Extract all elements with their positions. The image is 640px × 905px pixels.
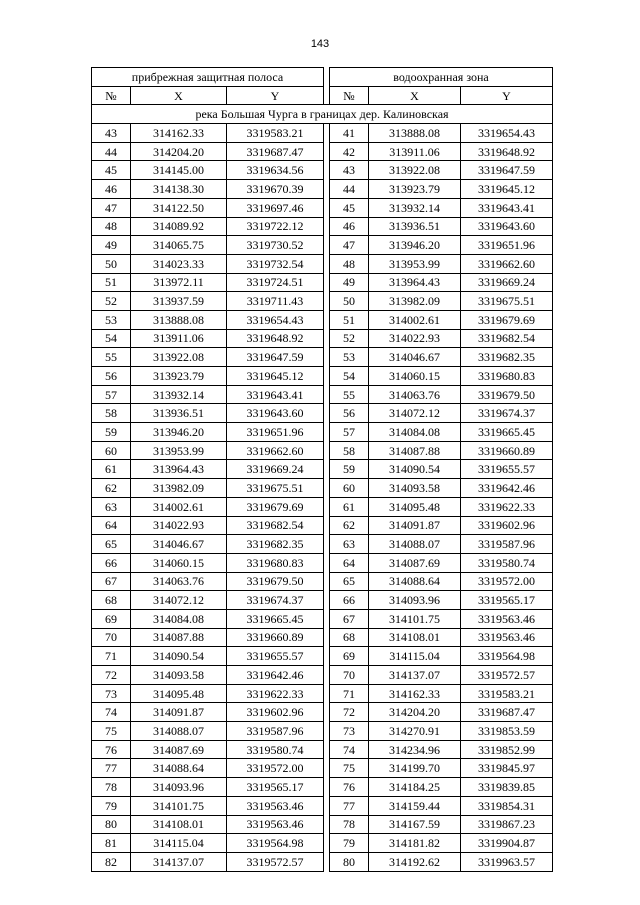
coastal-strip-num-cell: 77 <box>92 759 131 778</box>
water-zone-x-cell: 314184.25 <box>369 778 461 797</box>
water-protection-zone-header: водоохранная зона <box>330 68 553 87</box>
coastal-strip-x-cell: 314063.76 <box>131 572 227 591</box>
water-zone-x-cell: 314022.93 <box>369 329 461 348</box>
water-zone-y-cell: 3319622.33 <box>461 497 553 516</box>
table-row <box>92 516 553 535</box>
coastal-strip-x-cell: 314060.15 <box>131 553 227 572</box>
coastal-strip-num-cell: 44 <box>92 142 131 161</box>
coastal-strip-y-cell: 3319687.47 <box>227 142 324 161</box>
water-zone-y-cell: 3319587.96 <box>461 535 553 554</box>
water-zone-y-cell: 3319655.57 <box>461 460 553 479</box>
coastal-strip-y-cell: 3319711.43 <box>227 292 324 311</box>
table-row <box>92 385 553 404</box>
coastal-strip-y-cell: 3319572.57 <box>227 852 324 871</box>
coastal-strip-num-cell: 63 <box>92 497 131 516</box>
coastal-strip-y-cell: 3319697.46 <box>227 198 324 217</box>
water-zone-x-cell: 314093.96 <box>369 591 461 610</box>
water-zone-num-cell: 48 <box>330 254 369 273</box>
water-zone-y-cell: 3319854.31 <box>461 796 553 815</box>
coastal-strip-y-cell: 3319580.74 <box>227 740 324 759</box>
water-zone-x-cell: 313888.08 <box>369 124 461 143</box>
water-zone-y-cell: 3319687.47 <box>461 703 553 722</box>
water-zone-num-cell: 42 <box>330 142 369 161</box>
water-zone-y-cell: 3319583.21 <box>461 684 553 703</box>
coastal-strip-y-cell: 3319643.60 <box>227 404 324 423</box>
water-zone-x-cell: 314084.08 <box>369 423 461 442</box>
water-zone-num-cell: 79 <box>330 834 369 853</box>
coastal-strip-num-cell: 82 <box>92 852 131 871</box>
page-number: 143 <box>310 38 330 50</box>
water-zone-num-cell: 52 <box>330 329 369 348</box>
water-zone-x-cell: 313946.20 <box>369 236 461 255</box>
coastal-strip-x-cell: 314162.33 <box>131 124 227 143</box>
water-zone-x-cell: 314060.15 <box>369 367 461 386</box>
coastal-strip-num-cell: 74 <box>92 703 131 722</box>
water-zone-x-cell: 314087.69 <box>369 553 461 572</box>
coastal-strip-y-cell: 3319645.12 <box>227 367 324 386</box>
table-row <box>92 834 553 853</box>
table-row <box>92 666 553 685</box>
water-zone-y-cell: 3319572.57 <box>461 666 553 685</box>
water-zone-y-cell: 3319682.35 <box>461 348 553 367</box>
table-row <box>92 329 553 348</box>
water-zone-y-cell: 3319563.46 <box>461 609 553 628</box>
coastal-strip-num-cell: 75 <box>92 722 131 741</box>
table-row <box>92 759 553 778</box>
coastal-strip-num-cell: 62 <box>92 479 131 498</box>
water-zone-y-cell: 3319648.92 <box>461 142 553 161</box>
table-row <box>92 684 553 703</box>
left-num-header: № <box>92 86 131 105</box>
coastal-strip-num-cell: 58 <box>92 404 131 423</box>
water-zone-x-cell: 313982.09 <box>369 292 461 311</box>
coastal-strip-y-cell: 3319651.96 <box>227 423 324 442</box>
water-zone-y-cell: 3319665.45 <box>461 423 553 442</box>
coastal-strip-y-cell: 3319642.46 <box>227 666 324 685</box>
table-row <box>92 553 553 572</box>
coastal-strip-y-cell: 3319583.21 <box>227 124 324 143</box>
water-zone-x-cell: 314234.96 <box>369 740 461 759</box>
coastal-strip-num-cell: 66 <box>92 553 131 572</box>
water-zone-x-cell: 313922.08 <box>369 161 461 180</box>
table-row <box>92 647 553 666</box>
water-zone-x-cell: 313923.79 <box>369 180 461 199</box>
coastal-strip-y-cell: 3319655.57 <box>227 647 324 666</box>
water-zone-num-cell: 75 <box>330 759 369 778</box>
coastal-strip-x-cell: 314122.50 <box>131 198 227 217</box>
coastal-strip-num-cell: 78 <box>92 778 131 797</box>
coastal-strip-num-cell: 72 <box>92 666 131 685</box>
table-row <box>92 572 553 591</box>
coastal-strip-x-cell: 313953.99 <box>131 441 227 460</box>
column-header-row <box>92 86 553 105</box>
river-name: река Большая Чурга в границах дер. Калиновская <box>92 105 553 124</box>
water-zone-num-cell: 64 <box>330 553 369 572</box>
water-zone-x-cell: 313936.51 <box>369 217 461 236</box>
coastal-strip-num-cell: 67 <box>92 572 131 591</box>
water-zone-y-cell: 3319675.51 <box>461 292 553 311</box>
coastal-strip-y-cell: 3319679.50 <box>227 572 324 591</box>
coastal-strip-y-cell: 3319654.43 <box>227 310 324 329</box>
coastal-strip-num-cell: 71 <box>92 647 131 666</box>
coastal-strip-num-cell: 55 <box>92 348 131 367</box>
coastal-strip-x-cell: 314022.93 <box>131 516 227 535</box>
coastal-strip-y-cell: 3319680.83 <box>227 553 324 572</box>
water-zone-num-cell: 65 <box>330 572 369 591</box>
coastal-strip-x-cell: 314204.20 <box>131 142 227 161</box>
coastal-strip-y-cell: 3319682.35 <box>227 535 324 554</box>
coastal-strip-num-cell: 56 <box>92 367 131 386</box>
water-zone-x-cell: 314093.58 <box>369 479 461 498</box>
water-zone-x-cell: 314137.07 <box>369 666 461 685</box>
coastal-strip-y-cell: 3319565.17 <box>227 778 324 797</box>
coastal-strip-x-cell: 314137.07 <box>131 852 227 871</box>
right-x-header: X <box>369 86 461 105</box>
coastal-strip-x-cell: 313922.08 <box>131 348 227 367</box>
coastal-strip-x-cell: 314072.12 <box>131 591 227 610</box>
table-row <box>92 460 553 479</box>
water-zone-x-cell: 313911.06 <box>369 142 461 161</box>
water-zone-x-cell: 313953.99 <box>369 254 461 273</box>
coastal-strip-x-cell: 313911.06 <box>131 329 227 348</box>
table-row <box>92 273 553 292</box>
water-zone-x-cell: 314095.48 <box>369 497 461 516</box>
coastal-strip-x-cell: 314002.61 <box>131 497 227 516</box>
coastal-strip-header: прибрежная защитная полоса <box>92 68 324 87</box>
coastal-strip-num-cell: 50 <box>92 254 131 273</box>
coastal-strip-num-cell: 65 <box>92 535 131 554</box>
coastal-strip-x-cell: 314087.69 <box>131 740 227 759</box>
water-zone-y-cell: 3319572.00 <box>461 572 553 591</box>
water-zone-y-cell: 3319580.74 <box>461 553 553 572</box>
coastal-strip-y-cell: 3319564.98 <box>227 834 324 853</box>
coastal-strip-y-cell: 3319572.00 <box>227 759 324 778</box>
coastal-strip-x-cell: 314090.54 <box>131 647 227 666</box>
water-zone-x-cell: 314162.33 <box>369 684 461 703</box>
water-zone-x-cell: 313932.14 <box>369 198 461 217</box>
coastal-strip-x-cell: 314065.75 <box>131 236 227 255</box>
water-zone-num-cell: 49 <box>330 273 369 292</box>
coastal-strip-y-cell: 3319587.96 <box>227 722 324 741</box>
water-zone-x-cell: 314088.07 <box>369 535 461 554</box>
water-zone-num-cell: 74 <box>330 740 369 759</box>
coastal-strip-num-cell: 54 <box>92 329 131 348</box>
water-zone-y-cell: 3319674.37 <box>461 404 553 423</box>
water-zone-x-cell: 314088.64 <box>369 572 461 591</box>
water-zone-y-cell: 3319645.12 <box>461 180 553 199</box>
table-row <box>92 404 553 423</box>
water-zone-y-cell: 3319867.23 <box>461 815 553 834</box>
coastal-strip-y-cell: 3319669.24 <box>227 460 324 479</box>
water-zone-y-cell: 3319564.98 <box>461 647 553 666</box>
water-zone-x-cell: 314181.82 <box>369 834 461 853</box>
table-row <box>92 479 553 498</box>
water-zone-x-cell: 314115.04 <box>369 647 461 666</box>
coastal-strip-num-cell: 61 <box>92 460 131 479</box>
coastal-strip-x-cell: 313888.08 <box>131 310 227 329</box>
coastal-strip-num-cell: 64 <box>92 516 131 535</box>
water-zone-x-cell: 314101.75 <box>369 609 461 628</box>
table-row <box>92 535 553 554</box>
water-zone-num-cell: 72 <box>330 703 369 722</box>
coastal-strip-y-cell: 3319648.92 <box>227 329 324 348</box>
left-x-header: X <box>131 86 227 105</box>
right-y-header: Y <box>461 86 553 105</box>
water-zone-y-cell: 3319963.57 <box>461 852 553 871</box>
water-zone-y-cell: 3319647.59 <box>461 161 553 180</box>
coastal-strip-y-cell: 3319665.45 <box>227 609 324 628</box>
table-row <box>92 815 553 834</box>
water-zone-num-cell: 45 <box>330 198 369 217</box>
water-zone-num-cell: 71 <box>330 684 369 703</box>
table-row <box>92 310 553 329</box>
water-zone-y-cell: 3319642.46 <box>461 479 553 498</box>
water-zone-x-cell: 314270.91 <box>369 722 461 741</box>
coastal-strip-num-cell: 46 <box>92 180 131 199</box>
water-zone-y-cell: 3319682.54 <box>461 329 553 348</box>
water-zone-y-cell: 3319660.89 <box>461 441 553 460</box>
coordinates-table <box>91 67 553 872</box>
water-zone-y-cell: 3319662.60 <box>461 254 553 273</box>
water-zone-y-cell: 3319845.97 <box>461 759 553 778</box>
coastal-strip-num-cell: 52 <box>92 292 131 311</box>
water-zone-y-cell: 3319565.17 <box>461 591 553 610</box>
table-row <box>92 740 553 759</box>
water-zone-y-cell: 3319643.41 <box>461 198 553 217</box>
water-zone-x-cell: 314091.87 <box>369 516 461 535</box>
coastal-strip-num-cell: 45 <box>92 161 131 180</box>
water-zone-num-cell: 78 <box>330 815 369 834</box>
coastal-strip-x-cell: 313972.11 <box>131 273 227 292</box>
table-row <box>92 796 553 815</box>
coastal-strip-y-cell: 3319563.46 <box>227 796 324 815</box>
coastal-strip-num-cell: 43 <box>92 124 131 143</box>
water-zone-num-cell: 55 <box>330 385 369 404</box>
coastal-strip-x-cell: 314088.07 <box>131 722 227 741</box>
coastal-strip-y-cell: 3319622.33 <box>227 684 324 703</box>
water-zone-y-cell: 3319643.60 <box>461 217 553 236</box>
coastal-strip-x-cell: 314084.08 <box>131 609 227 628</box>
water-zone-num-cell: 80 <box>330 852 369 871</box>
water-zone-num-cell: 61 <box>330 497 369 516</box>
water-zone-y-cell: 3319563.46 <box>461 628 553 647</box>
coastal-strip-num-cell: 57 <box>92 385 131 404</box>
coastal-strip-x-cell: 314023.33 <box>131 254 227 273</box>
water-zone-num-cell: 43 <box>330 161 369 180</box>
water-zone-x-cell: 314167.59 <box>369 815 461 834</box>
water-zone-num-cell: 53 <box>330 348 369 367</box>
coastal-strip-x-cell: 314089.92 <box>131 217 227 236</box>
table-row <box>92 609 553 628</box>
coastal-strip-y-cell: 3319722.12 <box>227 217 324 236</box>
water-zone-x-cell: 314108.01 <box>369 628 461 647</box>
water-zone-num-cell: 67 <box>330 609 369 628</box>
coastal-strip-num-cell: 73 <box>92 684 131 703</box>
coastal-strip-num-cell: 81 <box>92 834 131 853</box>
water-zone-x-cell: 313964.43 <box>369 273 461 292</box>
water-zone-num-cell: 76 <box>330 778 369 797</box>
table-row <box>92 591 553 610</box>
table-row <box>92 367 553 386</box>
table-row <box>92 703 553 722</box>
coastal-strip-x-cell: 313946.20 <box>131 423 227 442</box>
coastal-strip-x-cell: 314046.67 <box>131 535 227 554</box>
water-zone-num-cell: 59 <box>330 460 369 479</box>
section-header-row <box>92 68 553 87</box>
table-row <box>92 778 553 797</box>
table-row <box>92 254 553 273</box>
water-zone-num-cell: 77 <box>330 796 369 815</box>
coastal-strip-x-cell: 314087.88 <box>131 628 227 647</box>
water-zone-y-cell: 3319679.50 <box>461 385 553 404</box>
table-row <box>92 423 553 442</box>
coastal-strip-num-cell: 47 <box>92 198 131 217</box>
water-zone-y-cell: 3319853.59 <box>461 722 553 741</box>
water-zone-num-cell: 73 <box>330 722 369 741</box>
coastal-strip-x-cell: 314093.58 <box>131 666 227 685</box>
coastal-strip-y-cell: 3319602.96 <box>227 703 324 722</box>
left-y-header: Y <box>227 86 324 105</box>
coastal-strip-y-cell: 3319660.89 <box>227 628 324 647</box>
water-zone-y-cell: 3319602.96 <box>461 516 553 535</box>
coastal-strip-num-cell: 48 <box>92 217 131 236</box>
coastal-strip-y-cell: 3319675.51 <box>227 479 324 498</box>
water-zone-num-cell: 56 <box>330 404 369 423</box>
water-zone-x-cell: 314204.20 <box>369 703 461 722</box>
table-row <box>92 180 553 199</box>
table-row <box>92 348 553 367</box>
water-zone-num-cell: 44 <box>330 180 369 199</box>
coastal-strip-num-cell: 79 <box>92 796 131 815</box>
water-zone-num-cell: 50 <box>330 292 369 311</box>
water-zone-num-cell: 46 <box>330 217 369 236</box>
coastal-strip-x-cell: 313982.09 <box>131 479 227 498</box>
coastal-strip-y-cell: 3319724.51 <box>227 273 324 292</box>
table-row <box>92 628 553 647</box>
table-row <box>92 852 553 871</box>
water-zone-num-cell: 68 <box>330 628 369 647</box>
water-zone-x-cell: 314046.67 <box>369 348 461 367</box>
table-row <box>92 142 553 161</box>
coastal-strip-x-cell: 314145.00 <box>131 161 227 180</box>
water-zone-x-cell: 314087.88 <box>369 441 461 460</box>
coordinates-table-body <box>92 68 553 872</box>
coastal-strip-num-cell: 53 <box>92 310 131 329</box>
table-row <box>92 198 553 217</box>
coastal-strip-x-cell: 313964.43 <box>131 460 227 479</box>
water-zone-y-cell: 3319904.87 <box>461 834 553 853</box>
table-row <box>92 441 553 460</box>
table-row <box>92 497 553 516</box>
coastal-strip-x-cell: 314101.75 <box>131 796 227 815</box>
coastal-strip-num-cell: 76 <box>92 740 131 759</box>
coastal-strip-y-cell: 3319634.56 <box>227 161 324 180</box>
coastal-strip-x-cell: 314095.48 <box>131 684 227 703</box>
water-zone-num-cell: 47 <box>330 236 369 255</box>
water-zone-x-cell: 314090.54 <box>369 460 461 479</box>
coastal-strip-x-cell: 314108.01 <box>131 815 227 834</box>
table-row <box>92 217 553 236</box>
coastal-strip-x-cell: 314115.04 <box>131 834 227 853</box>
coastal-strip-y-cell: 3319670.39 <box>227 180 324 199</box>
table-row <box>92 161 553 180</box>
water-zone-num-cell: 58 <box>330 441 369 460</box>
water-zone-y-cell: 3319651.96 <box>461 236 553 255</box>
coastal-strip-y-cell: 3319662.60 <box>227 441 324 460</box>
water-zone-x-cell: 314192.62 <box>369 852 461 871</box>
coastal-strip-num-cell: 68 <box>92 591 131 610</box>
water-zone-x-cell: 314199.70 <box>369 759 461 778</box>
water-zone-y-cell: 3319680.83 <box>461 367 553 386</box>
coastal-strip-y-cell: 3319647.59 <box>227 348 324 367</box>
water-zone-num-cell: 41 <box>330 124 369 143</box>
coastal-strip-x-cell: 314093.96 <box>131 778 227 797</box>
coastal-strip-y-cell: 3319682.54 <box>227 516 324 535</box>
water-zone-num-cell: 57 <box>330 423 369 442</box>
coastal-strip-num-cell: 51 <box>92 273 131 292</box>
coastal-strip-x-cell: 313932.14 <box>131 385 227 404</box>
water-zone-num-cell: 70 <box>330 666 369 685</box>
coastal-strip-num-cell: 80 <box>92 815 131 834</box>
water-zone-num-cell: 69 <box>330 647 369 666</box>
table-row <box>92 124 553 143</box>
water-zone-num-cell: 54 <box>330 367 369 386</box>
water-zone-y-cell: 3319679.69 <box>461 310 553 329</box>
coastal-strip-x-cell: 313936.51 <box>131 404 227 423</box>
coastal-strip-y-cell: 3319563.46 <box>227 815 324 834</box>
coastal-strip-x-cell: 313937.59 <box>131 292 227 311</box>
table-row <box>92 722 553 741</box>
coastal-strip-x-cell: 314138.30 <box>131 180 227 199</box>
coastal-strip-x-cell: 314091.87 <box>131 703 227 722</box>
water-zone-num-cell: 66 <box>330 591 369 610</box>
water-zone-y-cell: 3319654.43 <box>461 124 553 143</box>
water-zone-x-cell: 314063.76 <box>369 385 461 404</box>
water-zone-num-cell: 51 <box>330 310 369 329</box>
table-row <box>92 292 553 311</box>
water-zone-y-cell: 3319852.99 <box>461 740 553 759</box>
coastal-strip-num-cell: 69 <box>92 609 131 628</box>
water-zone-y-cell: 3319669.24 <box>461 273 553 292</box>
water-zone-x-cell: 314072.12 <box>369 404 461 423</box>
coastal-strip-x-cell: 313923.79 <box>131 367 227 386</box>
water-zone-y-cell: 3319839.85 <box>461 778 553 797</box>
coastal-strip-num-cell: 59 <box>92 423 131 442</box>
water-zone-num-cell: 60 <box>330 479 369 498</box>
water-zone-num-cell: 63 <box>330 535 369 554</box>
coastal-strip-x-cell: 314088.64 <box>131 759 227 778</box>
coastal-strip-y-cell: 3319730.52 <box>227 236 324 255</box>
coastal-strip-y-cell: 3319679.69 <box>227 497 324 516</box>
water-zone-x-cell: 314159.44 <box>369 796 461 815</box>
water-zone-num-cell: 62 <box>330 516 369 535</box>
coastal-strip-num-cell: 60 <box>92 441 131 460</box>
table-row <box>92 236 553 255</box>
river-name-row <box>92 105 553 124</box>
coastal-strip-y-cell: 3319674.37 <box>227 591 324 610</box>
right-num-header: № <box>330 86 369 105</box>
coastal-strip-y-cell: 3319643.41 <box>227 385 324 404</box>
water-zone-x-cell: 314002.61 <box>369 310 461 329</box>
coastal-strip-num-cell: 49 <box>92 236 131 255</box>
coastal-strip-y-cell: 3319732.54 <box>227 254 324 273</box>
coastal-strip-num-cell: 70 <box>92 628 131 647</box>
